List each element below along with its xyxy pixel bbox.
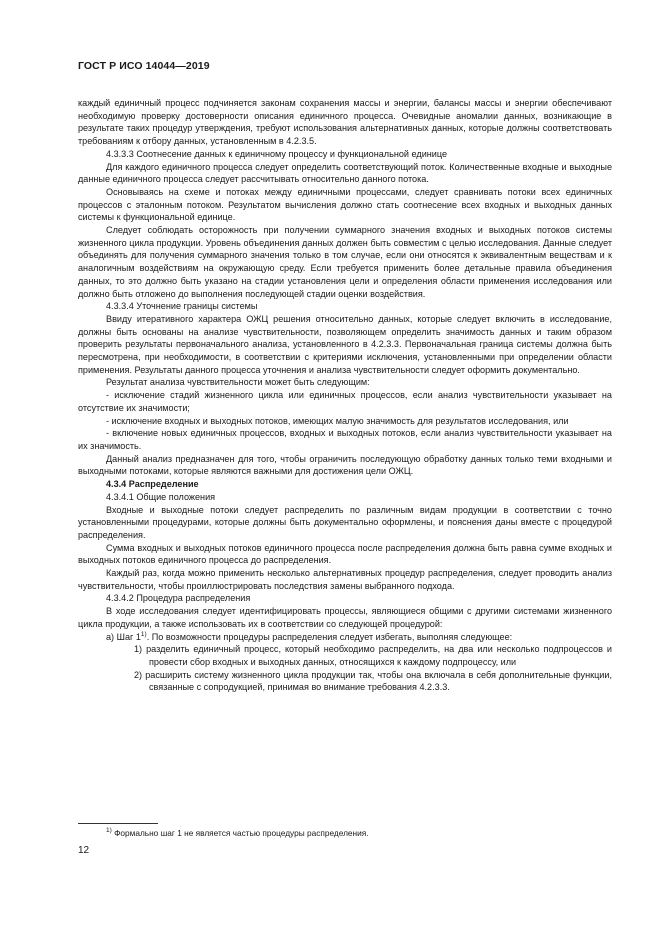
paragraph: Входные и выходные потоки следует распределить по различным видам продукции в соответствии с точно установленными процедурами, которые должны быть документально оформлены, и пояснения даны вместе с процедурой распределения. <box>78 504 612 540</box>
document-body <box>78 97 612 694</box>
section-heading-4-3-4-2: 4.3.4.2 Процедура распределения <box>106 593 251 604</box>
paragraph: Следует соблюдать осторожность при получении суммарного значения входных и выходных потоков системы жизненного цикла продукции. Уровень объединения данных должен быть совместим с целью исследования. Данные следует объединять для получения суммарного значения только в том случае, если они относятся к эквивалентным веществам и к аналогичным воздействиям на окружающую среду. Если требуется применить более детальные правила объединения данных, то это должно быть указано на стадии установления цели и определения области применения исследования или должно быть отложено до выполнения последующей стадии оценки воздействия. <box>78 225 612 299</box>
list-item: - исключение стадий жизненного цикла или единичных процессов, если анализ чувствительности указывает на отсутствие их значимости; <box>78 390 612 413</box>
list-item: - исключение входных и выходных потоков, имеющих малую значимость для результатов исследования, или <box>106 415 569 426</box>
footnote-divider <box>78 823 158 824</box>
paragraph: Каждый раз, когда можно применить несколько альтернативных процедур распределения, следует проводить анализ чувствительности, чтобы проиллюстрировать последствия замены выбранного подхода. <box>78 568 612 591</box>
section-heading-4-3-4: 4.3.4 Распределение <box>106 479 199 490</box>
footnote-ref[interactable]: 1) <box>140 630 147 638</box>
paragraph: Данный анализ предназначен для того, чтобы ограничить последующую обработку данных только теми входными и выходными потоками, которые являются важными для достижения цели ОЖЦ. <box>78 453 612 477</box>
paragraph: Результат анализа чувствительности может быть следующим: <box>106 377 370 388</box>
sub-item-2: 2) расширить систему жизненного цикла продукции так, чтобы она включала в себя дополнительные функции, связанные с сопродукцией, принимая во внимание требования 4.2.3.3. <box>134 669 612 693</box>
step-a-label: а) Шаг 1 <box>106 631 141 642</box>
paragraph: Сумма входных и выходных потоков единичного процесса после распределения должна быть равна сумме входных и выходных потоков единичного процесса до распределения. <box>78 542 612 566</box>
footnote-mark: 1) <box>106 827 112 835</box>
section-heading-4-3-3-4: 4.3.3.4 Уточнение границы системы <box>106 301 258 312</box>
footnote-text: Формально шаг 1 не является частью процедуры распределения. <box>111 828 369 838</box>
page-number: 12 <box>78 845 90 856</box>
section-heading-4-3-4-1: 4.3.4.1 Общие положения <box>106 491 216 502</box>
document-header: ГОСТ Р ИСО 14044—2019 <box>78 60 210 72</box>
sub-item-1: 1) разделить единичный процесс, который необходимо распределить, на два или несколько подпроцессов и провести сбор входных и выходных данных, относящихся к каждому подпроцессу, или <box>134 644 612 667</box>
paragraph: каждый единичный процесс подчиняется законам сохранения массы и энергии, балансы массы и энергии обеспечивают необходимую проверку достоверности описания единичного процесса. Очевидные аномалии данных, возникающие в результате таких процедур утверждения, требуют использования альтернативных данных, которые должны соответствовать требованиям к отбору данных, установленным в 4.2.3.5. <box>78 98 612 147</box>
step-a-item <box>78 631 612 644</box>
paragraph: В ходе исследования следует идентифицировать процессы, являющиеся общими с другими системами жизненного цикла продукции, а также использовать их в соответствии со следующей процедурой: <box>78 606 612 629</box>
paragraph: Ввиду итеративного характера ОЖЦ решения относительно данных, которые следует включить в исследование, должны быть основаны на анализе чувствительности, позволяющем определить значимость данных и таким образом проверить результаты первоначального анализа, установленного в 4.2.3.3. Первоначальная граница системы должна быть пересмотрена, при необходимости, в соответствии с критериями исключения, установленными при определении области применения. Результаты данного процесса уточнения и анализа чувствительности следует оформить документально. <box>78 313 612 375</box>
step-a-text: . По возможности процедуры распределения следует избегать, выполняя следующее: <box>146 631 513 642</box>
section-heading-4-3-3-3: 4.3.3.3 Соотнесение данных к единичному процессу и функциональной единице <box>106 148 448 159</box>
list-item: - включение новых единичных процессов, входных и выходных потоков, если анализ чувствительности указывает на их значимость. <box>78 428 612 451</box>
paragraph: Для каждого единичного процесса следует определить соответствующий поток. Количественные входные и выходные данные единичного процесса следует рассчитывать относительно данного потока. <box>78 161 612 185</box>
footnote <box>106 828 369 839</box>
paragraph: Основываясь на схеме и потоках между единичными процессами, следует сравнивать потоки всех единичных процессов с эталонным потоком. Результатом вычисления должно стать соотнесение всех входных и выходных данных системы к функциональной единице. <box>78 186 612 223</box>
